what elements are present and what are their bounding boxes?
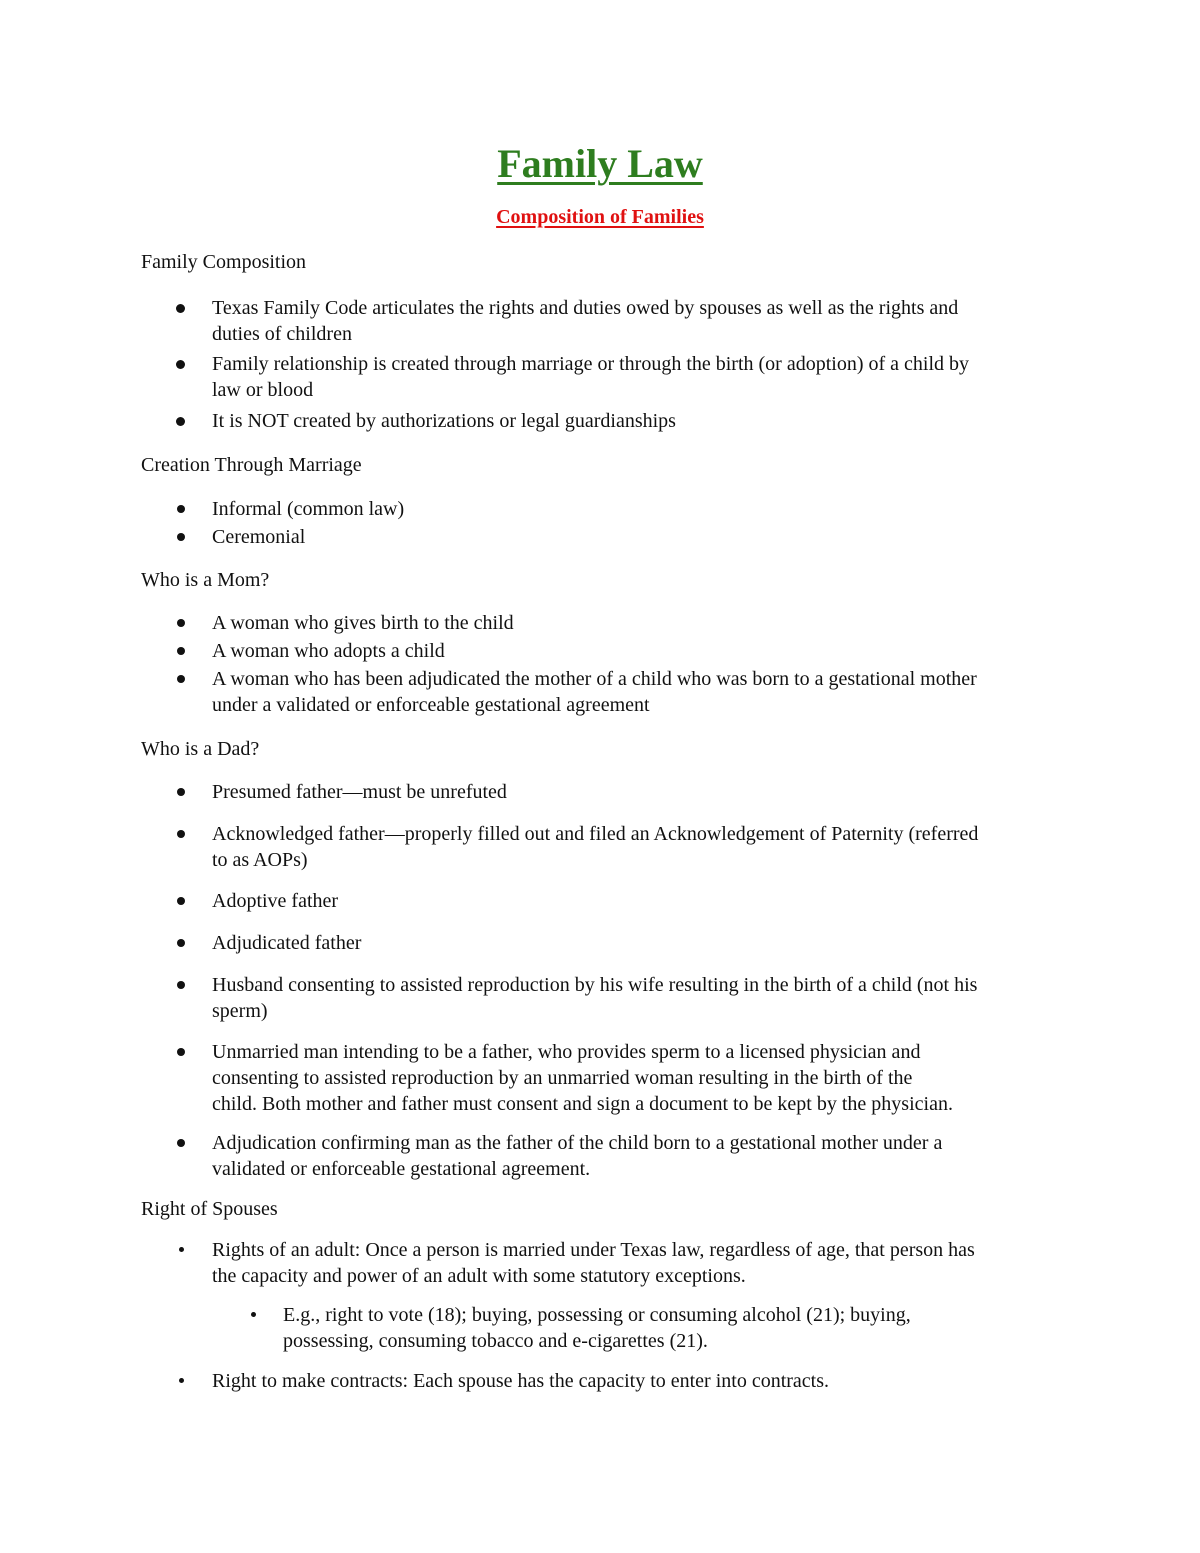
bullet-icon <box>177 1139 185 1147</box>
bullet-icon <box>177 647 185 655</box>
bullet-icon <box>177 505 185 513</box>
list-item: Texas Family Code articulates the rights and duties owed by spouses as well as the rights and duties of children <box>212 297 959 345</box>
bullet-icon <box>177 533 185 541</box>
section-heading-family-composition: Family Composition <box>141 251 307 273</box>
list-item: Husband consenting to assisted reproduction by his wife resulting in the birth of a child (not his sperm) <box>212 974 978 1022</box>
list-item: Adjudicated father <box>212 932 362 954</box>
bullet-icon <box>177 675 185 683</box>
section-heading-creation-through-marriage: Creation Through Marriage <box>141 454 362 476</box>
document-title: Family Law <box>497 141 703 186</box>
bullet-icon <box>177 1048 185 1056</box>
list-item: Adoptive father <box>212 890 339 912</box>
document-subtitle: Composition of Families <box>496 206 704 228</box>
list-item: Right to make contracts: Each spouse has the capacity to enter into contracts. <box>212 1370 830 1392</box>
list-item: A woman who adopts a child <box>212 640 445 662</box>
list-item: Informal (common law) <box>212 498 405 520</box>
bullet-icon <box>177 830 185 838</box>
list-item: Unmarried man intending to be a father, who provides sperm to a licensed physician and consenting to assisted reproduction by an unmarried woman resulting in the birth of the child. Both mother and father must consent and sign a document to be kept by the physician. <box>212 1041 953 1115</box>
section-heading-who-is-a-mom: Who is a Mom? <box>141 569 270 591</box>
bullet-icon <box>176 417 185 426</box>
bullet-icon <box>177 981 185 989</box>
list-item: Adjudication confirming man as the father of the child born to a gestational mother under a validated or enforceable gestational agreement. <box>212 1132 943 1180</box>
bullet-icon <box>177 939 185 947</box>
list-item: It is NOT created by authorizations or legal guardianships <box>212 410 676 432</box>
bullet-icon <box>177 619 185 627</box>
bullet-icon <box>179 1247 184 1252</box>
section-heading-who-is-a-dad: Who is a Dad? <box>141 738 260 760</box>
bullet-icon <box>176 304 185 313</box>
bullet-icon <box>177 788 185 796</box>
list-item: Ceremonial <box>212 526 306 548</box>
list-item: Rights of an adult: Once a person is married under Texas law, regardless of age, that person has the capacity and power of an adult with some statutory exceptions. <box>212 1239 975 1287</box>
bullet-icon <box>179 1378 184 1383</box>
list-item: A woman who gives birth to the child <box>212 612 514 634</box>
bullet-icon <box>176 360 185 369</box>
bullet-icon <box>251 1312 256 1317</box>
section-heading-right-of-spouses: Right of Spouses <box>141 1198 278 1220</box>
list-item: Acknowledged father—properly filled out and filed an Acknowledgement of Paternity (referred to as AOPs) <box>212 823 979 871</box>
list-item: Family relationship is created through marriage or through the birth (or adoption) of a child by law or blood <box>212 353 970 401</box>
bullet-icon <box>177 897 185 905</box>
list-item: A woman who has been adjudicated the mother of a child who was born to a gestational mother under a validated or enforceable gestational agreement <box>212 668 977 716</box>
list-item: E.g., right to vote (18); buying, possessing or consuming alcohol (21); buying, possessing, consuming tobacco and e-cigarettes (21). <box>283 1304 911 1352</box>
list-item: Presumed father—must be unrefuted <box>212 781 507 803</box>
